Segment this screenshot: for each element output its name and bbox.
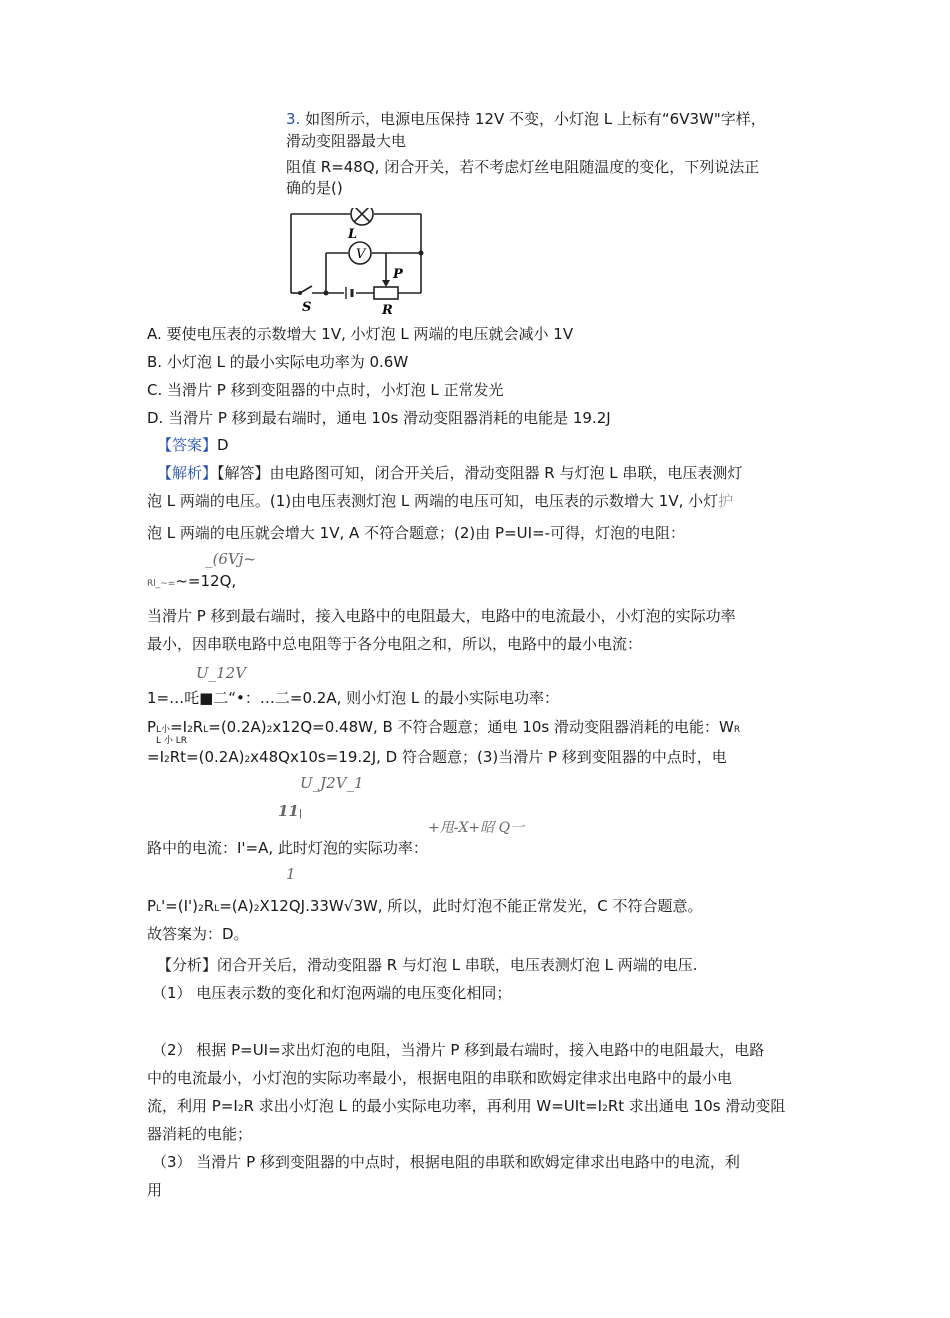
formula-mid-num-tail: | — [298, 809, 303, 819]
l10-a-sub: L — [156, 904, 162, 914]
l8-c: x48Qx10s=19.2J, D 符合题意；(3)当滑片 P 移到变阻器的中点时，电 — [250, 748, 727, 766]
analysis-line-7 — [147, 717, 740, 740]
l10-b: '=(I') — [161, 897, 199, 915]
l7-d-sub: 2 — [266, 725, 273, 735]
formula-resistance-value: ~=12Q, — [175, 572, 237, 590]
f5-c: Rt 求出通电 10s 滑动变阻 — [607, 1097, 786, 1115]
analysis-text-2: 泡 L 两端的电压。(1)由电压表测灯泡 L 两端的电压可知，电压表的示数增大 1V, 小灯 — [147, 492, 719, 510]
fenxi-line-7: （3） 当滑片 P 移到变阻器的中点时，根据电阻的串联和欧姆定律求出电路中的电流，利 — [152, 1153, 740, 1171]
analysis-line-11: 故答案为：D。 — [147, 925, 249, 943]
switch-label: S — [302, 300, 312, 315]
answer-line — [157, 435, 229, 455]
l7-p-sub: L小 — [156, 725, 171, 735]
analysis-label: 【解析】 — [157, 464, 218, 482]
l7-r: R — [192, 718, 204, 736]
l8-b: Rt=(0.2A) — [169, 748, 245, 766]
l10-d: =(A) — [219, 897, 254, 915]
formula-resistance-prefix: Rl_~= — [147, 579, 176, 589]
formula-mid-top: U_J2V_1 — [300, 774, 364, 792]
f5-a-sub: 2 — [237, 1104, 244, 1114]
f5-b: R 求出小灯泡 L 的最小实际电功率，再利用 W=UIt=I — [243, 1097, 603, 1115]
analysis-line-7-under: L 小 LR — [156, 736, 188, 746]
l7-d: =(0.2A) — [208, 718, 267, 736]
l10-c-sub: L — [214, 904, 220, 914]
formula-resistance-top: _(6Vj~ — [205, 550, 256, 568]
fenxi-line-5 — [147, 1096, 785, 1119]
f5-a: 流，利用 P=I — [147, 1097, 238, 1115]
l7-i: =I — [170, 718, 188, 736]
lamp-label: L — [348, 227, 358, 242]
analysis-line-1 — [157, 463, 742, 483]
l7-e-sub: R — [733, 725, 741, 735]
formula-mid-right: +甩-X+昭 Q一 — [428, 820, 525, 836]
question-line-4: 确的是() — [286, 179, 343, 197]
l7-e: x12Q=0.48W, B 不符合题意；通电 10s 滑动变阻器消耗的电能：W — [272, 718, 734, 736]
question-number: 3. — [286, 110, 301, 128]
option-d: D. 当滑片 P 移到最右端时，通电 10s 滑动变阻器消耗的电能是 19.2J — [147, 409, 611, 427]
fenxi-line-6: 器消耗的电能； — [147, 1125, 253, 1143]
formula-current-top: U_12V — [196, 664, 247, 682]
answer-value: D — [217, 436, 229, 454]
formula-mid-num-value: 11 — [278, 802, 299, 820]
formula-mid-num — [278, 801, 302, 821]
analysis-line-9: 路中的电流：I'=A, 此时灯泡的实际功率： — [147, 839, 428, 857]
rheostat-label: R — [382, 303, 393, 318]
question-line-1 — [286, 109, 766, 129]
l7-p: P — [147, 718, 157, 736]
l8-a-sub: 2 — [164, 755, 170, 765]
fenxi-line-3: （2） 根据 P=UI=求出灯泡的电阻，当滑片 P 移到最右端时，接入电路中的电阻最大，电路 — [152, 1041, 765, 1059]
analysis-line-10 — [147, 896, 702, 919]
option-a: A. 要使电压表的示数增大 1V, 小灯泡 L 两端的电压就会减小 1V — [147, 325, 574, 343]
l10-a: P — [147, 897, 157, 915]
question-line-2: 滑动变阻器最大电 — [286, 132, 407, 150]
l10-c: R — [203, 897, 215, 915]
question-line-3: 阻值 R=48Q, 闭合开关，若不考虑灯丝电阻随温度的变化，下列说法正 — [286, 158, 760, 176]
l8-a: =I — [147, 748, 164, 766]
answer-label: 【答案】 — [157, 436, 218, 454]
fenxi-line-8: 用 — [147, 1181, 163, 1199]
analysis-line-4: 当滑片 P 移到最右端时，接入电路中的电阻最大，电路中的电流最小，小灯泡的实际功率 — [147, 607, 736, 625]
formula-resistance — [147, 571, 236, 591]
l8-b-sub: 2 — [244, 755, 251, 765]
question-text-1: 如图所示，电源电压保持 12V 不变，小灯泡 L 上标有“6V3W"字样， — [305, 110, 766, 128]
l10-b-sub: 2 — [198, 904, 204, 914]
option-b: B. 小灯泡 L 的最小实际电功率为 0.6W — [147, 353, 409, 371]
analysis-line-3: 泡 L 两端的电压就会增大 1V, A 不符合题意；(2)由 P=UI=-可得，灯泡的电阻： — [147, 524, 686, 542]
fenxi-line-1: 【分析】闭合开关后，滑动变阻器 R 与灯泡 L 串联，电压表测灯泡 L 两端的电压. — [157, 956, 698, 974]
analysis-line-2 — [147, 491, 733, 511]
circuit-diagram — [286, 208, 426, 318]
l10-d-sub: 2 — [253, 904, 260, 914]
analysis-text-2-tail: 护 — [718, 492, 734, 510]
slider-arrow — [382, 280, 390, 287]
analysis-line-8 — [147, 747, 727, 770]
option-c: C. 当滑片 P 移到变阻器的中点时，小灯泡 L 正常发光 — [147, 381, 504, 399]
l7-i-sub: 2 — [187, 725, 193, 735]
fenxi-line-2: （1） 电压表示数的变化和灯泡两端的电压变化相同； — [152, 984, 512, 1002]
slider-label: P — [393, 267, 403, 282]
formula-mid-bottom: 1 — [286, 865, 296, 883]
f5-b-sub: 2 — [602, 1104, 608, 1114]
analysis-text-1: 【解答】由电路图可知，闭合开关后，滑动变阻器 R 与灯泡 L 串联，电压表测灯 — [217, 464, 743, 482]
analysis-line-5: 最小，因串联电路中总电阻等于各分电阻之和，所以，电路中的最小电流： — [147, 635, 643, 653]
analysis-line-6: 1=…吒■二“•：…二=0.2A, 则小灯泡 L 的最小实际电功率： — [147, 689, 560, 707]
l10-e: X12QJ.33W√3W, 所以，此时灯泡不能正常发光，C 不符合题意。 — [259, 897, 703, 915]
voltmeter-label: V — [356, 247, 366, 262]
l7-r-sub: L — [203, 725, 209, 735]
fenxi-line-4: 中的电流最小，小灯泡的实际功率最小，根据电阻的串联和欧姆定律求出电路中的最小电 — [147, 1069, 733, 1087]
